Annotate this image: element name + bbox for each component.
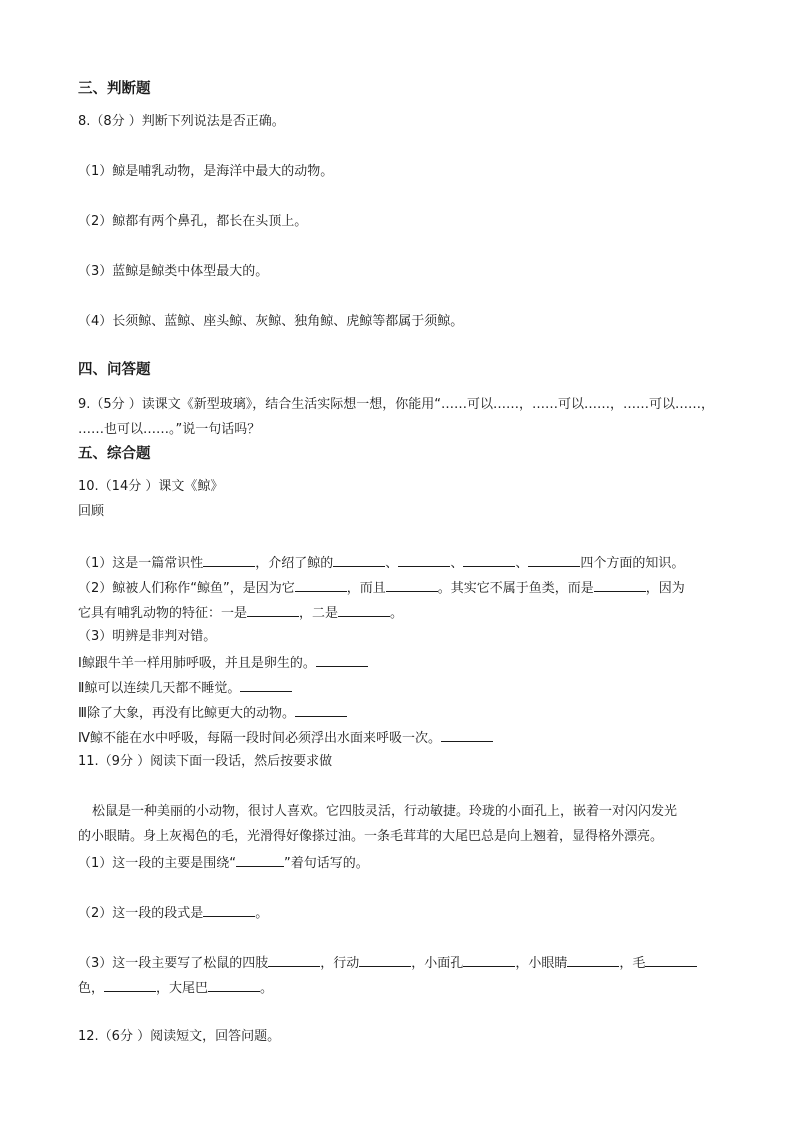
- q11-part2-text: 。: [255, 906, 269, 921]
- q11-passage-line-2: 的小眼睛。身上灰褐色的毛，光滑得好像搽过油。一条毛茸茸的大尾巴总是向上翘着，显得格外漂亮。: [78, 829, 664, 844]
- q8-stem: 8.（8分 ）判断下列说法是否正确。: [78, 114, 285, 129]
- section-heading-comprehensive: 五、综合题: [78, 446, 151, 462]
- answer-blank[interactable]: [528, 553, 580, 567]
- answer-blank[interactable]: [295, 578, 347, 592]
- answer-blank[interactable]: [295, 703, 347, 717]
- q11-part3-text: （3）这一段主要写了松鼠的四肢: [78, 956, 269, 971]
- q10-part2-text: 它具有哺乳动物的特征：一是: [78, 606, 248, 621]
- q10-judge-1: [78, 653, 368, 673]
- q8-item-3: （3）蓝鲸是鲸类中体型最大的。: [78, 264, 269, 279]
- answer-blank[interactable]: [359, 953, 411, 967]
- q10-judge-3: [78, 703, 347, 723]
- q10-part2-text: 。其实它不属于鱼类，而是: [437, 581, 594, 596]
- q11-part3-text: ，大尾巴: [156, 981, 209, 996]
- answer-blank[interactable]: [268, 953, 320, 967]
- q11-passage-line-1: 松鼠是一种美丽的小动物，很讨人喜欢。它四肢灵活，行动敏捷。玲珑的小面孔上，嵌着一对闪闪发光: [92, 804, 678, 819]
- answer-blank[interactable]: [203, 903, 255, 917]
- q11-stem: 11.（9分 ）阅读下面一段话，然后按要求做: [78, 754, 333, 769]
- q11-part3: [78, 953, 697, 973]
- q11-part1: [78, 853, 369, 873]
- answer-blank[interactable]: [386, 578, 438, 592]
- answer-blank[interactable]: [338, 603, 390, 617]
- q10-part2-text: ，因为: [645, 581, 685, 596]
- q10-part1: [78, 553, 684, 573]
- q10-part1-text: ，介绍了鲸的: [255, 556, 334, 571]
- q10-judge-text: Ⅲ除了大象，再没有比鲸更大的动物。: [78, 706, 295, 721]
- answer-blank[interactable]: [240, 678, 292, 692]
- answer-blank[interactable]: [441, 728, 493, 742]
- q11-part3-text: ，毛: [619, 956, 646, 971]
- q8-item-4: （4）长须鲸、蓝鲸、座头鲸、灰鲸、独角鲸、虎鲸等都属于须鲸。: [78, 314, 464, 329]
- answer-blank[interactable]: [333, 553, 385, 567]
- q11-part2-text: （2）这一段的段式是: [78, 906, 204, 921]
- answer-blank[interactable]: [104, 978, 156, 992]
- q10-judge-text: Ⅱ鲸可以连续几天都不睡觉。: [78, 681, 241, 696]
- q12-stem: 12.（6分 ）阅读短文，回答问题。: [78, 1029, 281, 1044]
- q10-part1-text: 四个方面的知识。: [580, 556, 685, 571]
- q10-part2-text: ，而且: [346, 581, 386, 596]
- section-heading-qa: 四、问答题: [78, 362, 151, 378]
- q11-part1-text: ”着句话写的。: [284, 856, 369, 871]
- q10-part1-text: 、: [385, 556, 399, 571]
- q11-part3-text: ，行动: [320, 956, 360, 971]
- answer-blank[interactable]: [463, 553, 515, 567]
- q11-part3-cont: [78, 978, 273, 998]
- q9-line-1: 9.（5分 ）读课文《新型玻璃》，结合生活实际想一想，你能用“……可以……，……可以……，……可以……，: [78, 397, 715, 412]
- answer-blank[interactable]: [645, 953, 697, 967]
- answer-blank[interactable]: [463, 953, 515, 967]
- q10-stem: 10.（14分 ）课文《鲸》: [78, 479, 224, 494]
- answer-blank[interactable]: [208, 978, 260, 992]
- q11-part3-text: 色，: [78, 981, 105, 996]
- answer-blank[interactable]: [203, 553, 255, 567]
- answer-blank[interactable]: [316, 653, 368, 667]
- q11-part3-text: ，小面孔: [411, 956, 464, 971]
- q10-part1-text: 、: [450, 556, 464, 571]
- q11-part1-text: （1）这一段的主要是围绕“: [78, 856, 237, 871]
- q8-item-1: （1）鲸是哺乳动物，是海洋中最大的动物。: [78, 164, 334, 179]
- q10-part2-text: ，二是: [299, 606, 339, 621]
- q10-part2-text: （2）鲸被人们称作“鲸鱼”，是因为它: [78, 581, 295, 596]
- q10-part1-text: 、: [515, 556, 529, 571]
- q11-part3-text: ，小眼睛: [515, 956, 568, 971]
- answer-blank[interactable]: [398, 553, 450, 567]
- q8-item-2: （2）鲸都有两个鼻孔，都长在头顶上。: [78, 214, 308, 229]
- q10-judge-text: Ⅳ鲸不能在水中呼吸，每隔一段时间必须浮出水面来呼吸一次。: [78, 731, 441, 746]
- q11-part2: [78, 903, 268, 923]
- answer-blank[interactable]: [594, 578, 646, 592]
- q10-judge-text: Ⅰ鲸跟牛羊一样用肺呼吸，并且是卵生的。: [78, 656, 316, 671]
- q10-subtitle: 回顾: [78, 504, 105, 519]
- q10-part2: [78, 578, 685, 598]
- q10-judge-4: [78, 728, 493, 748]
- q10-part2-text: 。: [390, 606, 404, 621]
- q10-part2-cont: [78, 603, 403, 623]
- answer-blank[interactable]: [236, 853, 284, 867]
- section-heading-judgment: 三、判断题: [78, 81, 151, 97]
- q9-line-2: ……也可以……。”说一句话吗？: [78, 422, 261, 437]
- answer-blank[interactable]: [247, 603, 299, 617]
- answer-blank[interactable]: [567, 953, 619, 967]
- q10-part3: （3）明辨是非判对错。: [78, 629, 217, 644]
- q10-part1-text: （1）这是一篇常识性: [78, 556, 204, 571]
- q11-part3-text: 。: [260, 981, 274, 996]
- q10-judge-2: [78, 678, 292, 698]
